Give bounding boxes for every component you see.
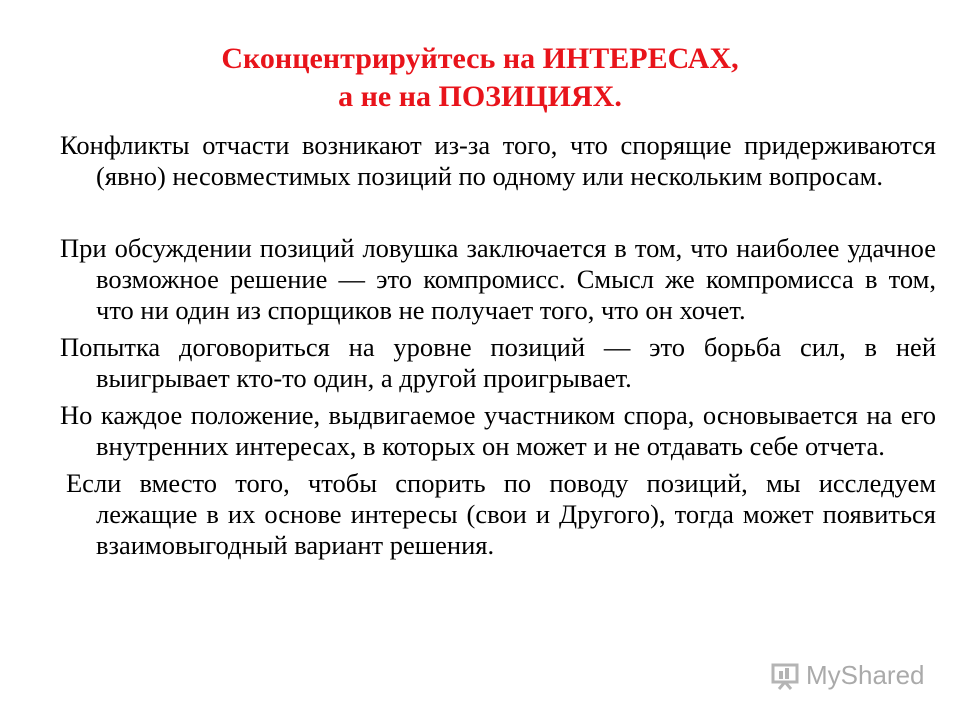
slide-title xyxy=(0,40,960,116)
watermark xyxy=(766,656,926,696)
paragraph-power-struggle: Попытка договориться на уровне позиций — это борьба сил, в ней выигрывает кто-то один, а другой проигрывает. xyxy=(60,332,936,393)
title-line-1: Сконцентрируйтесь на ИНТЕРЕСАХ, xyxy=(221,42,739,75)
title-line-2: а не на ПОЗИЦИЯХ. xyxy=(338,80,622,113)
paragraph-mutual-benefit: Если вместо того, чтобы спорить по поводу позиций, мы исследуем лежащие в их основе интересы (свои и Другого), тогда может появиться взаимовыгодный вариант решения. xyxy=(66,468,936,560)
paragraph-positions-trap: При обсуждении позиций ловушка заключается в том, что наиболее удачное возможное решение — это компромисс. Смысл же компромисса в том, что ни один из спорщиков не получает того, что он хочет. xyxy=(60,233,936,325)
presentation-board-icon xyxy=(770,660,800,690)
paragraph-interests: Но каждое положение, выдвигаемое участником спора, основывается на его внутренних интересах, в которых он может и не отдавать себе отчета. xyxy=(60,400,936,461)
paragraph-conflicts: Конфликты отчасти возникают из-за того, что спорящие придерживаются (явно) несовместимых позиций по одному или нескольким вопросам. xyxy=(60,130,936,191)
slide-body xyxy=(60,130,936,561)
watermark-text: MyShared xyxy=(806,660,925,690)
